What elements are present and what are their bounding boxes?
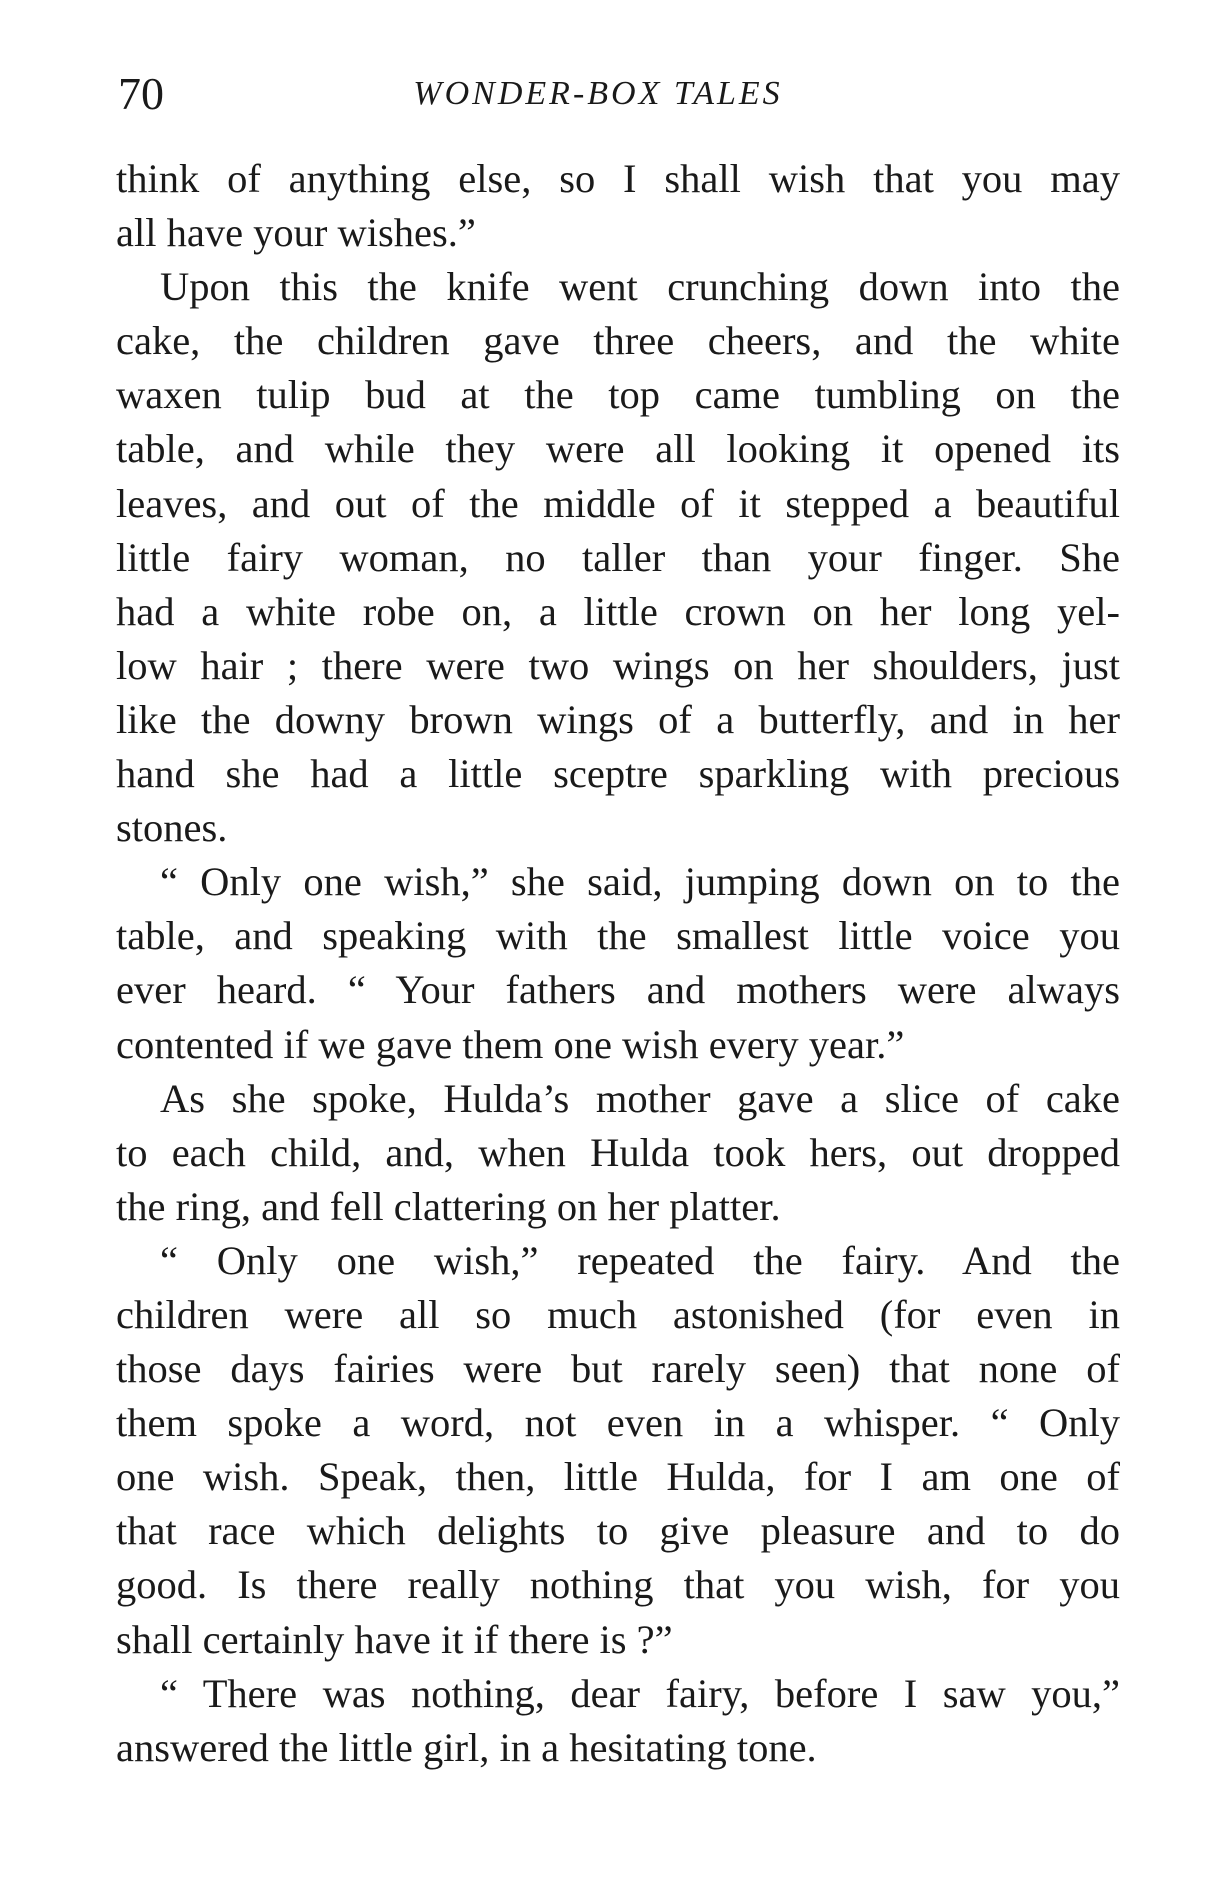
text-line: children were all so much astonished (for even in (116, 1291, 1120, 1337)
text-line: As she spoke, Hulda’s mother gave a slice of cake (160, 1075, 1120, 1121)
text-line: “ Only one wish,” she said, jumping down on to the (160, 859, 1120, 905)
text-line: them spoke a word, not even in a whisper. “ Only (116, 1400, 1120, 1446)
text-line: low hair ; there were two wings on her shoulders, just (116, 642, 1120, 688)
body-text (116, 152, 1120, 1775)
text-line: the ring, and fell clattering on her platter. (116, 1183, 781, 1229)
paragraph (116, 1234, 1120, 1667)
paragraph (116, 1072, 1120, 1234)
text-line: little fairy woman, no taller than your finger. She (116, 534, 1120, 580)
text-line: contented if we gave them one wish every year.” (116, 1021, 905, 1067)
paragraph (116, 855, 1120, 1071)
text-line: Upon this the knife went crunching down into the (160, 264, 1120, 310)
paragraph (116, 260, 1120, 855)
text-line: had a white robe on, a little crown on her long yel- (116, 588, 1120, 634)
text-line: like the downy brown wings of a butterfly, and in her (116, 696, 1120, 742)
page-number: 70 (118, 68, 164, 119)
text-line: leaves, and out of the middle of it stepped a beautiful (116, 480, 1120, 526)
text-line: good. Is there really nothing that you wish, for you (116, 1562, 1120, 1608)
paragraph (116, 152, 1120, 260)
text-line: “ Only one wish,” repeated the fairy. And the (160, 1237, 1120, 1283)
text-line: all have your wishes.” (116, 210, 476, 256)
running-title: WONDER-BOX TALES (413, 75, 783, 112)
text-line: table, and while they were all looking it opened its (116, 426, 1120, 472)
text-line: those days fairies were but rarely seen) that none of (116, 1346, 1120, 1392)
text-line: hand she had a little sceptre sparkling with precious (116, 751, 1120, 797)
text-line: to each child, and, when Hulda took hers, out dropped (116, 1129, 1120, 1175)
page-header (118, 66, 1118, 122)
text-line: that race which delights to give pleasure and to do (116, 1508, 1120, 1554)
text-line: waxen tulip bud at the top came tumbling on the (116, 372, 1120, 418)
text-line: shall certainly have it if there is ?” (116, 1616, 673, 1662)
text-line: think of anything else, so I shall wish that you may (116, 156, 1120, 201)
text-line: stones. (116, 805, 228, 851)
text-line: “ There was nothing, dear fairy, before I saw you,” (160, 1670, 1120, 1716)
text-line: one wish. Speak, then, little Hulda, for I am one of (116, 1454, 1120, 1500)
text-line: ever heard. “ Your fathers and mothers were always (116, 967, 1120, 1013)
paragraph (116, 1667, 1120, 1775)
text-line: cake, the children gave three cheers, and the white (116, 318, 1120, 364)
text-line: table, and speaking with the smallest little voice you (116, 913, 1120, 959)
text-line: answered the little girl, in a hesitating tone. (116, 1724, 817, 1770)
